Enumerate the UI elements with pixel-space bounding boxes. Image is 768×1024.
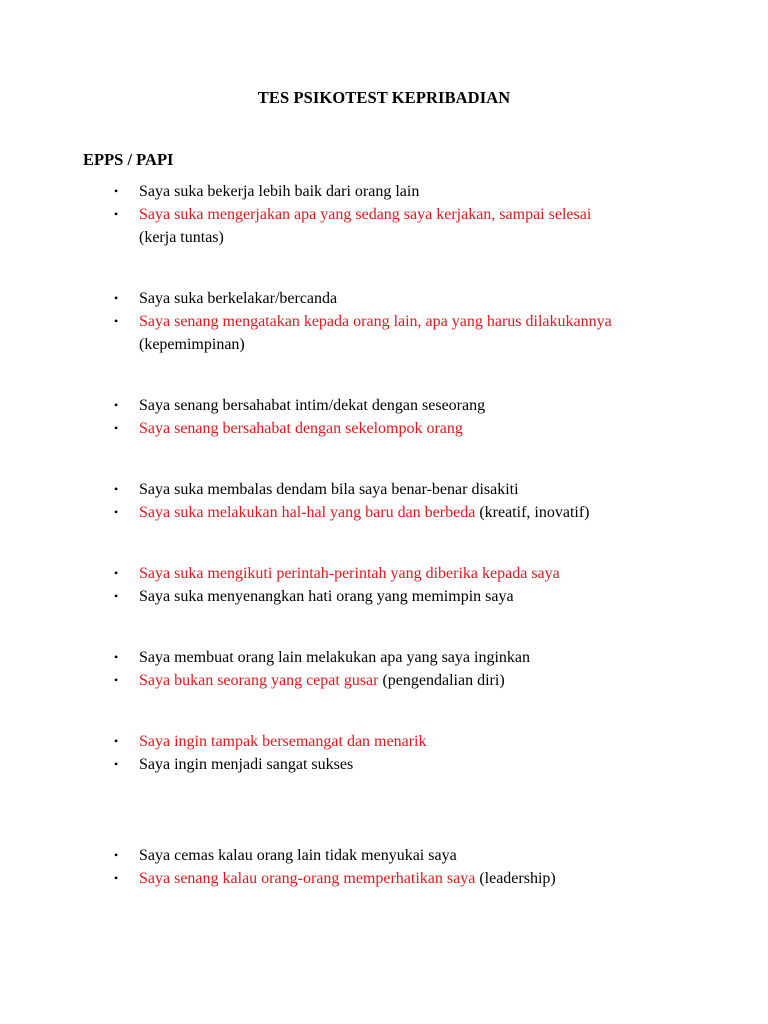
statement-note: (pengendalian diri) bbox=[382, 672, 505, 689]
statement-text: Saya suka melakukan hal-hal yang baru dan berbeda bbox=[139, 504, 476, 521]
bullet-icon: • bbox=[114, 589, 119, 603]
statement-text: Saya cemas kalau orang lain tidak menyukai saya bbox=[139, 847, 457, 864]
statement-item bbox=[114, 394, 734, 417]
statement-note: (kreatif, inovatif) bbox=[479, 504, 590, 521]
statement-item bbox=[114, 753, 734, 776]
statement-text: Saya suka mengerjakan apa yang sedang saya kerjakan, sampai selesai bbox=[139, 206, 592, 223]
statement-continuation: (kepemimpinan) bbox=[139, 336, 245, 353]
statement-list bbox=[114, 180, 734, 890]
statement-pair bbox=[114, 180, 734, 249]
bullet-icon: • bbox=[114, 398, 119, 412]
section-heading: EPPS / PAPI bbox=[83, 150, 174, 169]
statement-text: Saya senang bersahabat intim/dekat dengan seseorang bbox=[139, 397, 486, 414]
statement-continuation: (kerja tuntas) bbox=[139, 229, 224, 246]
statement-item bbox=[114, 867, 734, 890]
statement-text: Saya suka menyenangkan hati orang yang memimpin saya bbox=[139, 588, 514, 605]
bullet-icon: • bbox=[114, 421, 119, 435]
statement-item bbox=[114, 180, 734, 203]
statement-item bbox=[114, 669, 734, 692]
statement-item bbox=[114, 501, 734, 524]
statement-text: Saya ingin menjadi sangat sukses bbox=[139, 756, 354, 773]
statement-item bbox=[114, 417, 734, 440]
statement-text: Saya membuat orang lain melakukan apa yang saya inginkan bbox=[139, 649, 530, 666]
bullet-icon: • bbox=[114, 650, 119, 664]
statement-item bbox=[114, 478, 734, 501]
statement-pair bbox=[114, 394, 734, 440]
statement-item bbox=[114, 730, 734, 753]
statement-item bbox=[114, 562, 734, 585]
bullet-icon: • bbox=[114, 673, 119, 687]
bullet-icon: • bbox=[114, 482, 119, 496]
statement-text: Saya suka mengikuti perintah-perintah yang diberika kepada saya bbox=[139, 565, 560, 582]
statement-pair bbox=[114, 287, 734, 356]
document-title: TES PSIKOTEST KEPRIBADIAN bbox=[257, 88, 511, 107]
statement-note: (leadership) bbox=[479, 870, 556, 887]
statement-item bbox=[114, 287, 734, 310]
statement-pair bbox=[114, 844, 734, 890]
statement-text: Saya ingin tampak bersemangat dan menarik bbox=[139, 733, 427, 750]
statement-item bbox=[114, 646, 734, 669]
statement-pair bbox=[114, 478, 734, 524]
statement-item bbox=[114, 310, 734, 333]
bullet-icon: • bbox=[114, 566, 119, 580]
statement-text: Saya suka bekerja lebih baik dari orang lain bbox=[139, 183, 420, 200]
statement-text: Saya bukan seorang yang cepat gusar bbox=[139, 672, 379, 689]
bullet-icon: • bbox=[114, 734, 119, 748]
statement-text: Saya senang bersahabat dengan sekelompok orang bbox=[139, 420, 463, 437]
statement-text: Saya suka berkelakar/bercanda bbox=[139, 290, 338, 307]
bullet-icon: • bbox=[114, 184, 119, 198]
statement-text: Saya suka membalas dendam bila saya benar-benar disakiti bbox=[139, 481, 519, 498]
statement-text: Saya senang mengatakan kepada orang lain, apa yang harus dilakukannya bbox=[139, 313, 612, 330]
statement-text: Saya senang kalau orang-orang memperhatikan saya bbox=[139, 870, 476, 887]
bullet-icon: • bbox=[114, 848, 119, 862]
statement-pair bbox=[114, 646, 734, 692]
statement-pair bbox=[114, 730, 734, 776]
bullet-icon: • bbox=[114, 505, 119, 519]
statement-item bbox=[114, 585, 734, 608]
bullet-icon: • bbox=[114, 757, 119, 771]
statement-pair bbox=[114, 562, 734, 608]
bullet-icon: • bbox=[114, 314, 119, 328]
statement-item bbox=[114, 203, 734, 226]
bullet-icon: • bbox=[114, 207, 119, 221]
bullet-icon: • bbox=[114, 291, 119, 305]
statement-item bbox=[114, 844, 734, 867]
bullet-icon: • bbox=[114, 871, 119, 885]
